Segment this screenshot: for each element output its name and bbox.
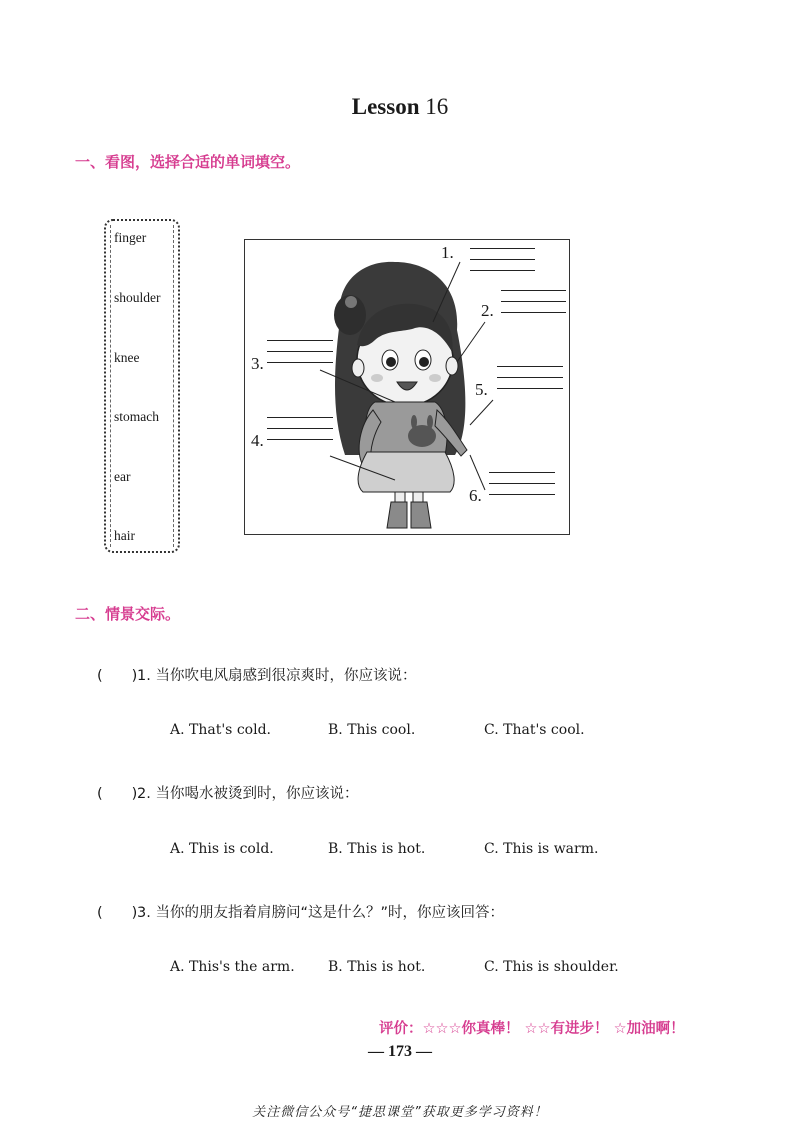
option-c: C. That's cool. [484, 722, 585, 738]
answer-line[interactable] [489, 472, 555, 473]
section-1-heading: 一、看图，选择合适的单词填空。 [75, 153, 301, 171]
answer-line[interactable] [497, 388, 563, 389]
word-bank-item: shoulder [114, 290, 161, 305]
answer-line[interactable] [267, 340, 333, 341]
lesson-word: Lesson [351, 94, 420, 119]
question-text: 3. 当你的朋友指着肩膀问“这是什么？”时，你应该回答： [137, 905, 504, 921]
answer-line[interactable] [497, 377, 563, 378]
answer-line[interactable] [489, 483, 555, 484]
answer-line[interactable] [470, 259, 535, 260]
word-bank-item: stomach [114, 409, 159, 424]
blank-number: 2. [481, 301, 494, 320]
blank-number: 3. [251, 354, 264, 373]
answer-line[interactable] [470, 248, 535, 249]
blank-number: 4. [251, 431, 264, 450]
answer-parentheses[interactable]: ( ) [97, 786, 138, 802]
lesson-title [0, 92, 800, 122]
question-text: 1. 当你吹电风扇感到很凉爽时，你应该说： [137, 668, 417, 684]
rating-line: 评价：☆☆☆你真棒！ ☆☆有进步！ ☆加油啊！ [379, 1021, 685, 1037]
answer-line[interactable] [267, 428, 333, 429]
option-a: A. This is cold. [170, 841, 274, 857]
option-b: B. This is hot. [328, 959, 426, 975]
answer-line[interactable] [501, 312, 566, 313]
word-bank-item: finger [114, 230, 147, 245]
answer-line[interactable] [489, 494, 555, 495]
word-bank-item: knee [114, 350, 140, 365]
page-number: — 173 — [368, 1043, 432, 1060]
answer-line[interactable] [267, 439, 333, 440]
footer-note: 关注微信公众号“捷思课堂”获取更多学习资料！ [252, 1105, 548, 1120]
answer-line[interactable] [470, 270, 535, 271]
answer-line[interactable] [497, 366, 563, 367]
question-text: 2. 当你喝水被烫到时，你应该说： [137, 786, 359, 802]
answer-line[interactable] [267, 417, 333, 418]
option-a: A. That's cold. [170, 722, 271, 738]
blank-number: 6. [469, 486, 482, 505]
blank-number: 5. [475, 380, 488, 399]
option-c: C. This is shoulder. [484, 959, 619, 975]
answer-line[interactable] [501, 301, 566, 302]
answer-line[interactable] [501, 290, 566, 291]
option-c: C. This is warm. [484, 841, 599, 857]
word-bank-border [110, 225, 174, 547]
option-b: B. This is hot. [328, 841, 426, 857]
blank-number: 1. [441, 243, 454, 262]
option-b: B. This cool. [328, 722, 416, 738]
word-bank-item: hair [114, 528, 135, 543]
girl-illustration-frame [244, 239, 570, 535]
answer-parentheses[interactable]: ( ) [97, 905, 138, 921]
word-bank-item: ear [114, 469, 131, 484]
answer-line[interactable] [267, 362, 333, 363]
section-2-heading: 二、情景交际。 [75, 605, 181, 623]
answer-parentheses[interactable]: ( ) [97, 668, 138, 684]
answer-line[interactable] [267, 351, 333, 352]
word-bank-box [104, 219, 180, 553]
lesson-number: 16 [425, 94, 449, 119]
option-a: A. This's the arm. [170, 959, 295, 975]
